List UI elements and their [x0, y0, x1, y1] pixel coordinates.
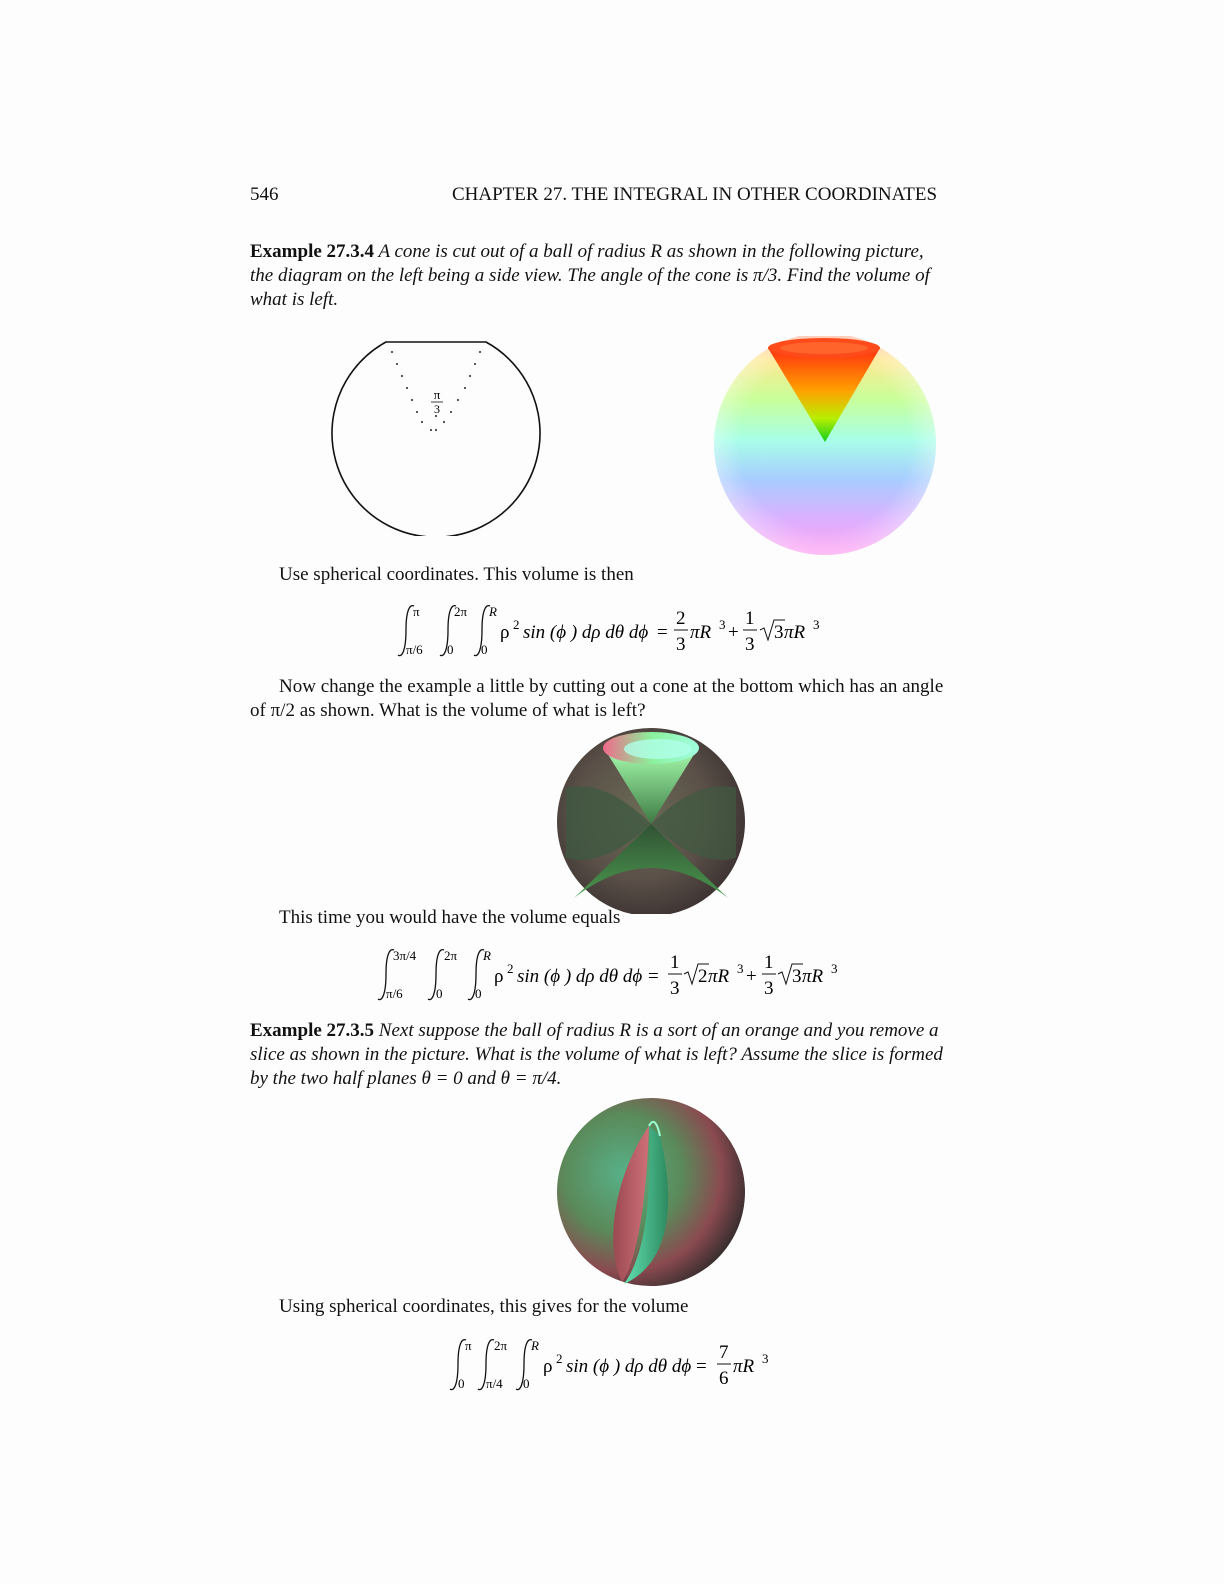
integral-equation-3	[444, 1334, 774, 1400]
cone-side-view-diagram	[330, 336, 546, 536]
exponent: 2	[556, 1351, 563, 1366]
plus-sign: +	[746, 966, 757, 987]
integrand: sin (ϕ ) dρ dθ dϕ	[517, 966, 643, 987]
term: πR	[708, 966, 730, 987]
lower-limit: 0	[436, 986, 443, 1001]
exponent: 3	[813, 617, 820, 632]
ball-with-two-cones-render	[554, 728, 748, 914]
upper-limit: π	[413, 604, 420, 619]
exponent: 2	[513, 617, 520, 632]
sqrt-argument: 3	[792, 966, 802, 987]
example-line: A cone is cut out of a ball of radius R as shown in the following picture,	[378, 241, 924, 262]
ball-with-slice-removed-render	[554, 1096, 748, 1288]
ball-with-cone-render	[710, 336, 942, 560]
upper-limit: R	[483, 948, 491, 963]
integrand: sin (ϕ ) dρ dθ dϕ	[523, 622, 649, 643]
fraction-denominator: 6	[719, 1368, 729, 1389]
ball-outline	[332, 342, 540, 536]
fraction-numerator: 1	[745, 608, 755, 629]
fraction-numerator: 1	[764, 952, 774, 973]
term: πR	[802, 966, 824, 987]
lower-limit: π/6	[406, 642, 423, 657]
example-line: slice as shown in the picture. What is the volume of what is left? Assume the slice is formed	[250, 1044, 943, 1065]
exponent: 3	[762, 1351, 769, 1366]
upper-limit: R	[531, 1338, 539, 1353]
integrand: sin (ϕ ) dρ dθ dϕ	[566, 1356, 692, 1377]
chapter-title: CHAPTER 27. THE INTEGRAL IN OTHER COORDINATES	[452, 184, 938, 205]
fraction-numerator: 1	[670, 952, 680, 973]
angle-label-denominator: 3	[434, 402, 440, 416]
equals-sign: =	[696, 1356, 707, 1377]
integral-equation-1	[390, 600, 830, 666]
angle-label-numerator: π	[433, 387, 441, 402]
exponent: 3	[737, 961, 744, 976]
lower-limit: 0	[447, 642, 454, 657]
exponent: 2	[507, 961, 514, 976]
integral-equation-2	[372, 944, 848, 1010]
example-27-3-4	[250, 240, 966, 312]
example-line: Next suppose the ball of radius R is a sort of an orange and you remove a	[378, 1020, 939, 1041]
term: πR	[690, 622, 712, 643]
equals-sign: =	[657, 622, 668, 643]
example-label: Example 27.3.4	[250, 241, 375, 262]
lower-limit: 0	[523, 1376, 530, 1391]
upper-limit: 3π/4	[393, 948, 417, 963]
lower-limit: 0	[475, 986, 482, 1001]
example-27-3-5	[250, 1019, 966, 1091]
paragraph-text: Using spherical coordinates, this gives for the volume	[279, 1296, 689, 1317]
upper-limit: 2π	[444, 948, 458, 963]
upper-limit: 2π	[454, 604, 468, 619]
upper-limit: R	[489, 604, 497, 619]
fraction-numerator: 2	[676, 608, 686, 629]
integrand-rho: ρ	[543, 1356, 553, 1377]
term: πR	[784, 622, 806, 643]
example-label: Example 27.3.5	[250, 1020, 375, 1041]
integrand-rho: ρ	[494, 966, 504, 987]
sqrt-argument: 2	[698, 966, 708, 987]
upper-limit: 2π	[494, 1338, 508, 1353]
exponent: 3	[831, 961, 838, 976]
paragraph-text: Use spherical coordinates. This volume is then	[279, 564, 634, 585]
example-line: by the two half planes θ = 0 and θ = π/4.	[250, 1068, 562, 1089]
fraction-denominator: 3	[745, 634, 755, 655]
upper-limit: π	[465, 1338, 472, 1353]
integrand-rho: ρ	[500, 622, 510, 643]
equals-sign: =	[648, 966, 659, 987]
fraction-denominator: 3	[670, 978, 680, 999]
paragraph-text: Now change the example a little by cutting out a cone at the bottom which has an angle of π/2 as shown. What is the volume of what is left?	[250, 676, 944, 721]
example-line: the diagram on the left being a side view. The angle of the cone is π/3. Find the volume of	[250, 265, 930, 286]
lower-limit: π/4	[486, 1376, 503, 1391]
plus-sign: +	[728, 622, 739, 643]
lower-limit: π/6	[386, 986, 403, 1001]
fraction-numerator: 7	[719, 1342, 729, 1363]
exponent: 3	[719, 617, 726, 632]
term: πR	[733, 1356, 755, 1377]
fraction-denominator: 3	[764, 978, 774, 999]
lower-limit: 0	[481, 642, 488, 657]
lower-limit: 0	[458, 1376, 465, 1391]
sqrt-argument: 3	[774, 622, 784, 643]
example-line: what is left.	[250, 289, 339, 310]
fraction-denominator: 3	[676, 634, 686, 655]
page-number: 546	[250, 184, 279, 205]
paragraph-text: This time you would have the volume equals	[279, 907, 621, 928]
